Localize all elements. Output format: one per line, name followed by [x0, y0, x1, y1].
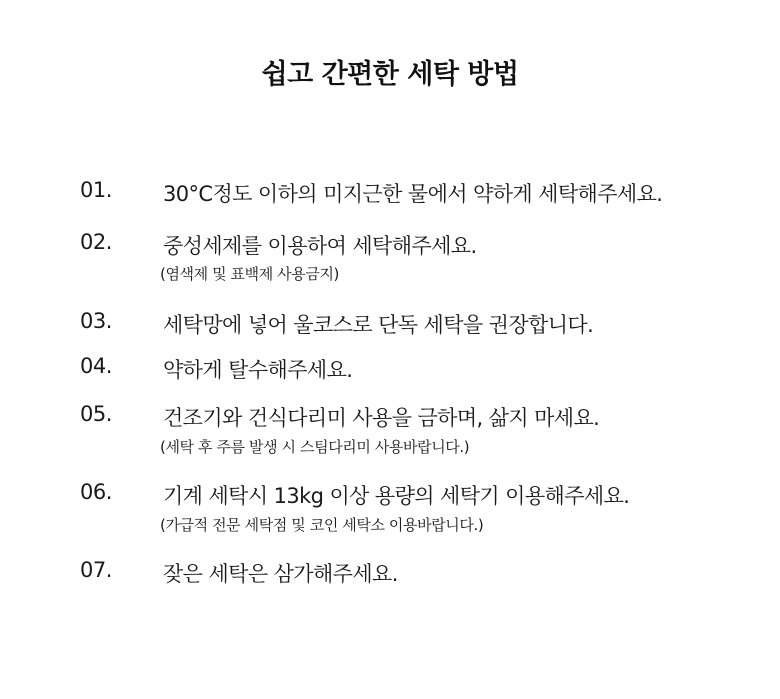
item-text: 기계 세탁시 13kg 이상 용량의 세탁기 이용해주세요.	[163, 484, 630, 508]
item-note: (세탁 후 주름 발생 시 스팀다리미 사용바랍니다.)	[160, 438, 470, 456]
item-text: 30°C정도 이하의 미지근한 물에서 약하게 세탁해주세요.	[163, 182, 663, 206]
item-number: 05.	[80, 402, 112, 426]
item-note: (가급적 전문 세탁점 및 코인 세탁소 이용바랍니다.)	[160, 516, 484, 534]
item-number: 01.	[80, 178, 112, 202]
item-text: 약하게 탈수해주세요.	[163, 358, 353, 382]
item-number: 04.	[80, 354, 112, 378]
item-number: 06.	[80, 480, 112, 504]
item-note: (염색제 및 표백제 사용금지)	[160, 265, 339, 283]
item-number: 07.	[80, 558, 112, 582]
item-text: 세탁망에 넣어 울코스로 단독 세탁을 권장합니다.	[163, 313, 594, 337]
item-text: 중성세제를 이용하여 세탁해주세요.	[163, 234, 477, 258]
page-title: 쉽고 간편한 세탁 방법	[261, 59, 519, 90]
item-text: 잦은 세탁은 삼가해주세요.	[163, 562, 398, 586]
item-number: 02.	[80, 230, 112, 254]
item-number: 03.	[80, 309, 112, 333]
item-text: 건조기와 건식다리미 사용을 금하며, 삶지 마세요.	[163, 406, 600, 430]
